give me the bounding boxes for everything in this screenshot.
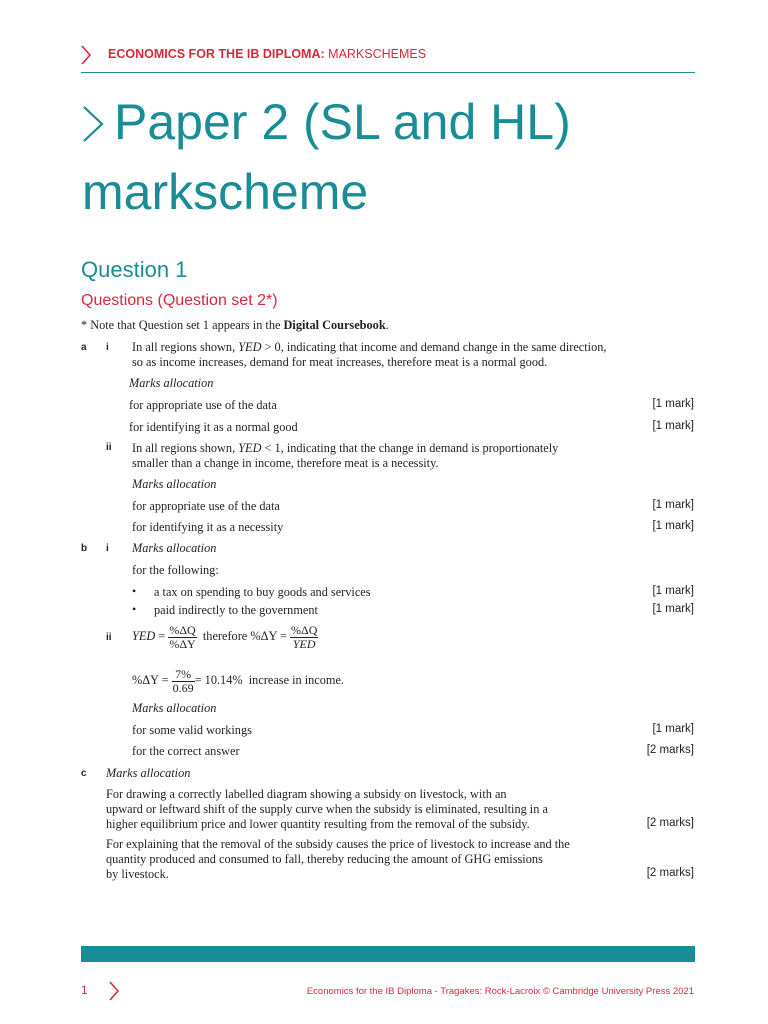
a-ii-row2-mark: [1 mark] — [652, 520, 694, 532]
eq2-tail: increase in income. — [248, 673, 345, 687]
c-p2-mark: [2 marks] — [646, 867, 694, 879]
page-title-line2: markscheme — [82, 164, 369, 220]
a-ii-row1: for appropriate use of the data — [132, 499, 280, 513]
series-header-rest: MARKSCHEMES — [328, 47, 427, 61]
label-b: b — [81, 543, 88, 554]
label-b-ii: ii — [106, 632, 112, 643]
chevron-right-icon — [80, 44, 92, 66]
question-heading: Question 1 — [81, 257, 188, 282]
c-p1-mark: [2 marks] — [646, 817, 694, 829]
a-i-marks-title: Marks allocation — [129, 376, 214, 390]
note-prefix: * Note that Question set 1 appears in the — [81, 318, 284, 332]
series-header — [108, 47, 426, 61]
a-i-line2: so as income increases, demand for meat increases, therefore meat is a normal good. — [132, 355, 548, 369]
eq1-lhs: YED — [132, 629, 156, 643]
b-ii-equation2 — [132, 666, 344, 695]
a-i-line1 — [132, 340, 606, 355]
label-a-i: i — [106, 342, 109, 353]
a-ii-line2: smaller than a change in income, therefore meat is a necessity. — [132, 456, 439, 470]
b-i-bullet2-mark: [1 mark] — [652, 603, 694, 615]
title-chevron-icon — [80, 104, 106, 144]
bullet-icon: • — [132, 584, 137, 598]
header-rule — [81, 72, 695, 73]
c-p1-line2: upward or leftward shift of the supply curve when the subsidy is eliminated, resulting in a — [106, 802, 548, 816]
eq1-den: %ΔY — [169, 636, 196, 651]
note-suffix: . — [385, 318, 389, 332]
b-ii-row2: for the correct answer — [132, 744, 240, 758]
label-a-ii: ii — [106, 442, 112, 453]
eq2-lhs: %ΔY = — [132, 673, 172, 687]
c-p1-line3: higher equilibrium price and lower quantity resulting from the removal of the subsidy. — [106, 817, 530, 831]
series-header-bold: ECONOMICS FOR THE IB DIPLOMA: — [108, 47, 325, 61]
b-i-marks-title: Marks allocation — [132, 541, 217, 555]
a-ii-line1-pre: In all regions shown, — [132, 441, 239, 455]
b-ii-equation1 — [132, 622, 318, 651]
eq2-fraction — [172, 668, 195, 695]
b-ii-row1: for some valid workings — [132, 723, 252, 737]
page-title-line1: Paper 2 (SL and HL) — [114, 94, 571, 150]
a-ii-line1-var: YED — [238, 441, 262, 455]
a-i-line1-pre: In all regions shown, — [132, 340, 239, 354]
a-ii-marks-title: Marks allocation — [132, 477, 217, 491]
bullet-icon: • — [132, 602, 137, 616]
c-p2-line1: For explaining that the removal of the subsidy causes the price of livestock to increase and the — [106, 837, 570, 851]
eq1-mid: therefore %ΔY = — [202, 629, 290, 643]
eq1-num2: %ΔQ — [290, 622, 318, 637]
a-i-row1: for appropriate use of the data — [129, 398, 277, 412]
label-b-i: i — [106, 543, 109, 554]
b-ii-row2-mark: [2 marks] — [646, 744, 694, 756]
c-p2-line3: by livestock. — [106, 867, 169, 881]
c-marks-title: Marks allocation — [106, 766, 191, 780]
c-p1-line1: For drawing a correctly labelled diagram showing a subsidy on livestock, with an — [106, 787, 507, 801]
page-number: 1 — [81, 983, 88, 997]
eq1-den2: YED — [292, 636, 316, 651]
eq1-fraction2 — [290, 624, 318, 651]
a-i-row1-mark: [1 mark] — [652, 398, 694, 410]
b-i-bullet2: paid indirectly to the government — [154, 603, 318, 617]
footer-bar — [81, 946, 695, 962]
eq1-fraction — [168, 624, 196, 651]
label-c: c — [81, 768, 87, 779]
b-i-intro: for the following: — [132, 563, 219, 577]
eq2-num: 7% — [172, 668, 195, 682]
b-i-bullet1-mark: [1 mark] — [652, 585, 694, 597]
a-ii-row1-mark: [1 mark] — [652, 499, 694, 511]
a-ii-row2: for identifying it as a necessity — [132, 520, 284, 534]
footer-chevron-icon — [107, 980, 121, 1002]
note — [81, 318, 389, 333]
note-bold: Digital Coursebook — [283, 318, 386, 332]
label-a: a — [81, 342, 87, 353]
b-ii-marks-title: Marks allocation — [132, 701, 217, 715]
b-ii-row1-mark: [1 mark] — [652, 723, 694, 735]
a-i-row2: for identifying it as a normal good — [129, 420, 298, 434]
eq2-rhs: = 10.14% — [194, 673, 243, 687]
a-ii-line1-post: < 1, indicating that the change in demand is proportionately — [261, 441, 559, 455]
a-i-line1-var: YED — [238, 340, 262, 354]
c-p2-line2: quantity produced and consumed to fall, thereby reducing the amount of GHG emissions — [106, 852, 543, 866]
footer-credit: Economics for the IB Diploma - Tragakes: Rock-Lacroix © Cambridge University Press 2021 — [306, 986, 694, 997]
question-subheading: Questions (Question set 2*) — [81, 292, 278, 309]
eq1-eq: = — [155, 629, 169, 643]
a-i-line1-post: > 0, indicating that income and demand change in the same direction, — [261, 340, 607, 354]
a-i-row2-mark: [1 mark] — [652, 420, 694, 432]
a-ii-line1 — [132, 441, 558, 456]
eq2-den: 0.69 — [172, 680, 194, 695]
b-i-bullet1: a tax on spending to buy goods and services — [154, 585, 371, 599]
eq1-num: %ΔQ — [169, 622, 196, 637]
